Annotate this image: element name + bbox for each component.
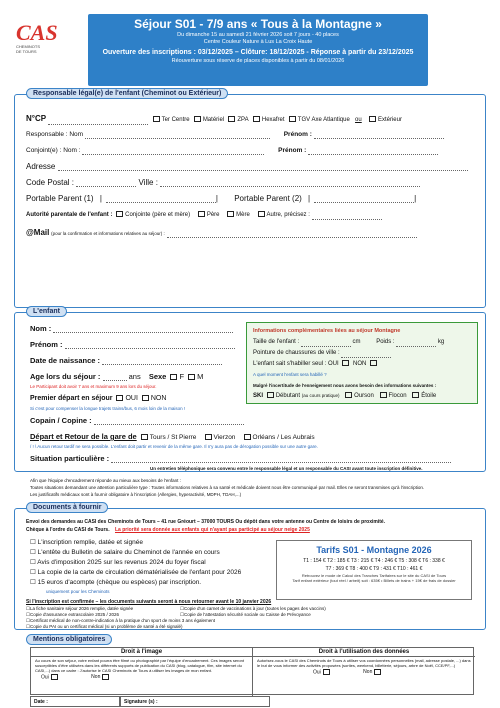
depart-note: / ! \ Aucun retour tardif ne sera possible. L'enfant doit partir et revenir de la même gare. Il n'y aura pas de dérogation possible sur une autre gare. [30, 444, 318, 449]
copain-label: Copain / Copine : [30, 416, 92, 425]
portable1-field[interactable] [106, 202, 216, 203]
sejour-dates: Du dimanche 15 au samedi 21 février 2026 soit 7 jours - 40 places [177, 32, 339, 38]
conjoint-row [26, 146, 438, 155]
sexe-m-label: M [197, 372, 204, 381]
autre-field[interactable] [312, 219, 382, 220]
image-oui-checkbox[interactable] [51, 674, 58, 680]
age-row [30, 372, 203, 381]
premier-non-label: NON [150, 395, 167, 402]
cheque-row [26, 526, 310, 535]
tarifs-box [276, 540, 472, 600]
sejour-title: Séjour S01 - 7/9 ans « Tous à la Montagne » [134, 17, 382, 31]
tarifs-note1: Retrouvez le mode de Calcul des Tranches Tarifaires sur le site du CASI de Tours [301, 573, 447, 578]
responsable-prenom-label: Prénom : [283, 131, 312, 138]
complementaires-box [246, 322, 478, 404]
mail-field[interactable] [167, 237, 417, 238]
ourson-label: Ourson [354, 393, 374, 399]
habiller-non-label: NON [353, 361, 367, 367]
droit-image-text: Au cours de son séjour, votre enfant pourra être filmé ou photographié par l'équipe d'encadrement. Ces images seront susceptibles d'être utilisées dans les différents supports de publication du CASI (blog, catalogue, film, site internet du CASI,...) dans ce cadre : J'autorise le CASI Cheminots de Tours à utiliser les images de mon enfant. [35, 658, 244, 673]
ter-centre-label: Ter Centre [161, 117, 190, 123]
droit-donnees-text: Autorisez-vous le CASI des Cheminots de Tours à utiliser vos coordonnées personnelles (mail, adresse postale, ...) dans le but de vous informer des activités proposées (sorties, weekend, billetterie, séjours, arbre de Noël, CCE/PF,...) [257, 658, 471, 668]
image-non-checkbox[interactable] [102, 674, 109, 680]
hexafret-label: Hexafret [261, 117, 285, 123]
gare-tours-checkbox[interactable] [141, 434, 148, 440]
premier-note: Si c'est pour compenser la longue trajets trains/bus, 6 mois loin de la maison ! [30, 406, 186, 411]
list2-col2: ☐Copie d'un carnet de vaccinations à jour (toutes les pages des vaccins) ☐Copie de l'attestation sécurité sociale ou Caisse de Prévoyance [180, 606, 326, 617]
ncp-field[interactable] [48, 124, 148, 125]
title-banner [88, 14, 428, 86]
doc-item-1: ☐ L'inscription remplie, datée et signée [30, 539, 143, 546]
reouverture-note: Réouverture sous réserve de places disponibles à partir du 08/01/2026 [171, 58, 345, 64]
age-field[interactable] [103, 380, 127, 381]
cp-field[interactable] [76, 186, 136, 187]
mentions-title: Mentions obligatoires [26, 634, 112, 645]
tarifs-title: Tarifs S01 - Montagne 2026 [316, 545, 432, 555]
habiller-row [253, 360, 379, 369]
para3: Les justificatifs médicaux sont à fournir obligatoire à l'inscription (Allergies, hyperactivité, MDPH, TDAH,...) [30, 492, 242, 497]
doc-item-3: ☐ Avis d'imposition 2025 sur les revenus 2024 du foyer fiscal [30, 559, 206, 566]
mail-label: @Mail [26, 228, 50, 237]
habiller-label: L'enfant sait s'habiller seul : OUI [253, 361, 339, 367]
pointure-row [253, 349, 391, 358]
gare-orleans-label: Orléans / Les Aubrais [252, 434, 315, 441]
poids-label: Poids : [376, 339, 395, 345]
conjointe-label: Conjointe (père et mère) [125, 212, 191, 218]
droit-image-col [31, 648, 253, 696]
age-unit: ans [128, 372, 141, 381]
enfant-title: L'enfant [26, 306, 67, 317]
adresse-row [26, 162, 468, 171]
age-note: Le Participant doit avoir 7 ans et maximum 9 ans lors du séjour. [30, 384, 157, 389]
ncp-label: N°CP [26, 114, 47, 123]
ville-field[interactable] [160, 186, 420, 187]
premier-row [30, 394, 166, 403]
tarifs-line1: T1 : 154 € T2 : 185 € T3 : 215 € T4 : 246 € T5 : 308 € T6 : 338 € [303, 558, 445, 564]
debutant-note: (au cours pratique) [301, 393, 340, 398]
ou-label: ou [355, 117, 362, 123]
situation-label: Situation particulière : [30, 454, 110, 463]
logo [16, 20, 58, 76]
mere-checkbox[interactable] [227, 211, 234, 217]
sexe-label: Sexe [148, 372, 167, 381]
doc-item-5: ☐ 15 euros d'acompte (chèque ou espèces) par inscription. [30, 579, 202, 586]
tgv-checkbox[interactable] [289, 116, 296, 122]
materiel-label: Matériel [202, 117, 225, 123]
naissance-label: Date de naissance : [30, 356, 101, 365]
doc-item-2-text: L'entête du Bulletin de salaire du Cheminot de l'année en cours [37, 549, 220, 556]
droit-donnees-col [253, 648, 475, 696]
mentions-table [30, 647, 474, 695]
documents-title: Documents à fournir [26, 502, 108, 513]
conjoint-prenom-label: Prénom : [278, 147, 307, 154]
pointure-label: Pointure de chaussures de ville : [253, 350, 340, 356]
list2-item-4: Copie du PAI ou un certificat médical (si un problème de santé a été signalé) [30, 624, 183, 629]
mail-row [26, 228, 417, 238]
enfant-nom-field[interactable] [53, 332, 233, 333]
autre-label: Autre, précisez : [266, 212, 310, 218]
materiel-checkbox[interactable] [194, 116, 201, 122]
sejour-centre: Centre Couleur Nature à Lus La Croix Haute [203, 39, 313, 45]
naissance-row [30, 356, 222, 365]
portable2-label: Portable Parent (2) [234, 194, 302, 203]
date-field[interactable] [30, 696, 120, 707]
adresse-field[interactable] [58, 170, 468, 171]
exterieur-label: Extérieur [377, 117, 402, 123]
sexe-f-label: F [179, 372, 185, 381]
pointure-field[interactable] [341, 357, 391, 358]
portable2-field[interactable] [314, 202, 414, 203]
doc-item-4-text: La copie de la carte de circulation dématérialisée de l'enfant pour 2026 [37, 569, 242, 576]
droit-image-title: Droit à l'image [31, 648, 252, 657]
habiller-oui-checkbox[interactable] [342, 360, 349, 366]
donnees-oui-checkbox[interactable] [323, 669, 330, 675]
enfant-nom-label: Nom : [30, 324, 52, 333]
list2-item-1: La fiche sanitaire séjour 2026 remplie, datée signée [30, 606, 134, 611]
para1: Afin que l'équipe d'encadrement réponde au mieux aux besoins de l'enfant : [30, 478, 181, 483]
logo-text: CAS [16, 20, 58, 45]
signature-field[interactable] [120, 696, 270, 707]
premier-non-checkbox[interactable] [142, 395, 149, 401]
envoi-text: Envoi des demandes au CASI des Cheminots de Tours – 41 rue Gréourt – 37000 TOURS Ou dépôt dans votre antenne ou Centre de loisirs de proximité. [26, 519, 386, 525]
ncp-row [26, 114, 402, 125]
responsable-nom-label: Responsable : Nom [26, 131, 84, 138]
depart-label: Départ et Retour de la gare de [30, 432, 137, 441]
exterieur-checkbox[interactable] [369, 116, 376, 122]
age-label: Age lors du séjour : [30, 372, 101, 381]
doc-item-2: ☐ L'entête du Bulletin de salaire du Cheminot de l'année en cours [30, 549, 220, 556]
enfant-prenom-row [30, 340, 235, 349]
situation-note: Un entretien téléphonique sera convenu entre le responsable légal et un responsable du CASI avant toute inscription définitive. [150, 466, 423, 471]
conjoint-prenom-field[interactable] [308, 154, 438, 155]
mail-note: (pour la confirmation et informations relatives au séjour) : [51, 231, 165, 236]
inscription-dates: Ouverture des inscriptions : 03/12/2025 – Clôture: 18/12/2025 - Réponse à partir du 23/12/2025 [102, 49, 414, 56]
flocon-label: Flocon [388, 393, 407, 399]
date-label: Date : [34, 699, 48, 705]
situation-field[interactable] [111, 462, 451, 463]
droit-donnees-title: Droit à l'utilisation des données [253, 648, 475, 657]
ourson-checkbox[interactable] [345, 392, 352, 398]
pere-checkbox[interactable] [198, 211, 205, 217]
donnees-non-label: Non [363, 669, 373, 676]
autre-checkbox[interactable] [258, 211, 265, 217]
cheque-text: Chèque à l'ordre du CASI de Tours. [26, 527, 110, 533]
ter-centre-checkbox[interactable] [153, 116, 160, 122]
etoile-checkbox[interactable] [412, 392, 419, 398]
priorite-text: La priorité sera donnée aux enfants qui n'ayant pas participé au séjour neige 2025 [115, 527, 310, 533]
pere-label: Père [206, 212, 220, 218]
doc-item-3-text: Avis d'imposition 2025 sur les revenus 2024 du foyer fiscal [37, 559, 206, 566]
poids-unit: kg [437, 339, 445, 345]
responsable-row [26, 130, 444, 139]
zpa-checkbox[interactable] [228, 116, 235, 122]
doc-item-1-text: L'inscription remplie, datée et signée [37, 539, 143, 546]
copain-row [30, 416, 244, 425]
portable1-label: Portable Parent (1) [26, 194, 94, 203]
taille-label: Taille de l'enfant : [253, 339, 300, 345]
situation-row [30, 454, 451, 463]
premier-oui-checkbox[interactable] [116, 395, 123, 401]
habiller-note: A quel moment l'enfant sera habillé ? [253, 372, 327, 377]
doc-item-5-text: 15 euros d'acompte (chèque ou espèces) par inscription. [37, 579, 202, 586]
complementaires-title: Informations complémentaires liées au séjour Montagne [253, 328, 401, 334]
list2-item-3: Certificat médical de non-contre-indication à la pratique d'un sport de moins 3 ans également [30, 618, 216, 623]
copain-field[interactable] [94, 424, 244, 425]
tgv-label: TGV Axe Atlantique [297, 117, 350, 123]
list2-item-5: Copie d'un carnet de vaccinations à jour (toutes les pages des vaccins) [184, 606, 326, 611]
responsable-nom-field[interactable] [85, 138, 270, 139]
image-choice [31, 674, 252, 680]
premier-oui-label: OUI [125, 395, 138, 402]
image-oui-label: Oui [41, 674, 49, 681]
cp-label: Code Postal : [26, 178, 75, 187]
tarifs-line2: T7 : 369 € T8 : 400 € T9 : 431 € T10 : 461 € [325, 566, 423, 572]
debutant-label: Débutant [275, 393, 301, 399]
mere-label: Mère [236, 212, 250, 218]
debutant-checkbox[interactable] [267, 392, 274, 398]
conjoint-nom-label: Conjoint(e) : Nom : [26, 147, 81, 154]
image-non-label: Non [91, 674, 101, 681]
flocon-checkbox[interactable] [380, 392, 387, 398]
gare-vierzon-checkbox[interactable] [205, 434, 212, 440]
niveau-note: Malgré l'incertitude de l'enneigement nous avons besoin des informations suivantes : [253, 383, 437, 388]
autorite-row [26, 211, 382, 220]
hexafret-checkbox[interactable] [253, 116, 260, 122]
portable-row: Portable Parent (1) | | Portable Parent (2) | | [26, 194, 417, 203]
gare-vierzon-label: Vierzon [213, 434, 236, 441]
list2-col1: ☐La fiche sanitaire séjour 2026 remplie, datée signée ☐Copie d'assurance extrascolaire 2025 / 2026 ☐Certificat médical de non-contre-indication à la pratique d'un sport de moins 3 ans également ☐Copie du PAI ou un certificat médical (si un problème de santé a été signalé) [26, 606, 216, 629]
list2-item-2: Copie d'assurance extrascolaire 2025 / 2026 [30, 612, 119, 617]
premier-label: Premier départ en séjour [30, 395, 113, 402]
donnees-choice [253, 669, 475, 675]
logo-sub: CHEMINOTS DE TOURS [16, 44, 40, 54]
taille-row [253, 338, 444, 347]
sexe-m-checkbox[interactable] [188, 374, 195, 380]
autorite-label: Autorité parentale de l'enfant : [26, 212, 113, 218]
poids-field[interactable] [396, 346, 436, 347]
niveaux-row [253, 391, 436, 401]
sexe-f-checkbox[interactable] [170, 374, 177, 380]
taille-field[interactable] [301, 346, 351, 347]
conjoint-nom-field[interactable] [82, 154, 264, 155]
tarifs-note2: Tarif enfant extérieur (tout réel / arbeit) soit : 635€ • Billets de trains + 15€ de frais de dossier [292, 578, 456, 583]
enfant-nom-row [30, 324, 233, 333]
responsable-title: Responsable légal(e) de l'enfant (Cheminot ou Extérieur) [26, 88, 228, 99]
etoile-label: Étoile [421, 393, 437, 399]
confirme-text: Si l'inscription est confirmée – les documents suivants seront à nous retourner avant le 10 janvier 2026 [26, 599, 272, 605]
depart-row [30, 432, 315, 442]
habiller-non-checkbox[interactable] [370, 360, 377, 366]
ski-label: SKI [253, 393, 264, 399]
ville-row [26, 178, 420, 187]
donnees-non-checkbox[interactable] [374, 669, 381, 675]
enfant-prenom-field[interactable] [65, 348, 235, 349]
items-note: uniquement pour les Cheminots [46, 589, 110, 594]
gare-orleans-checkbox[interactable] [244, 434, 251, 440]
gare-tours-label: Tours / St Pierre [149, 434, 197, 441]
zpa-label: ZPA [237, 117, 249, 123]
para2: Toutes situations demandant une attention particulière type : Toutes informations relatives à sa santé et médicale doivent nous être communiqué par mail. Elles ne seront transmises qu'à l'inscription. [30, 485, 425, 490]
signature-label: Signature (s) : [124, 699, 158, 705]
list2-item-6: Copie de l'attestation sécurité sociale ou Caisse de Prévoyance [184, 612, 311, 617]
ville-label: Ville : [138, 178, 158, 187]
adresse-label: Adresse [26, 162, 56, 171]
enfant-prenom-label: Prénom : [30, 340, 63, 349]
taille-unit: cm [352, 339, 361, 345]
donnees-oui-label: Oui [313, 669, 321, 676]
naissance-field[interactable] [102, 364, 222, 365]
conjointe-checkbox[interactable] [116, 211, 123, 217]
responsable-prenom-field[interactable] [314, 138, 444, 139]
doc-item-4: ☐ La copie de la carte de circulation dématérialisée de l'enfant pour 2026 [30, 569, 242, 576]
